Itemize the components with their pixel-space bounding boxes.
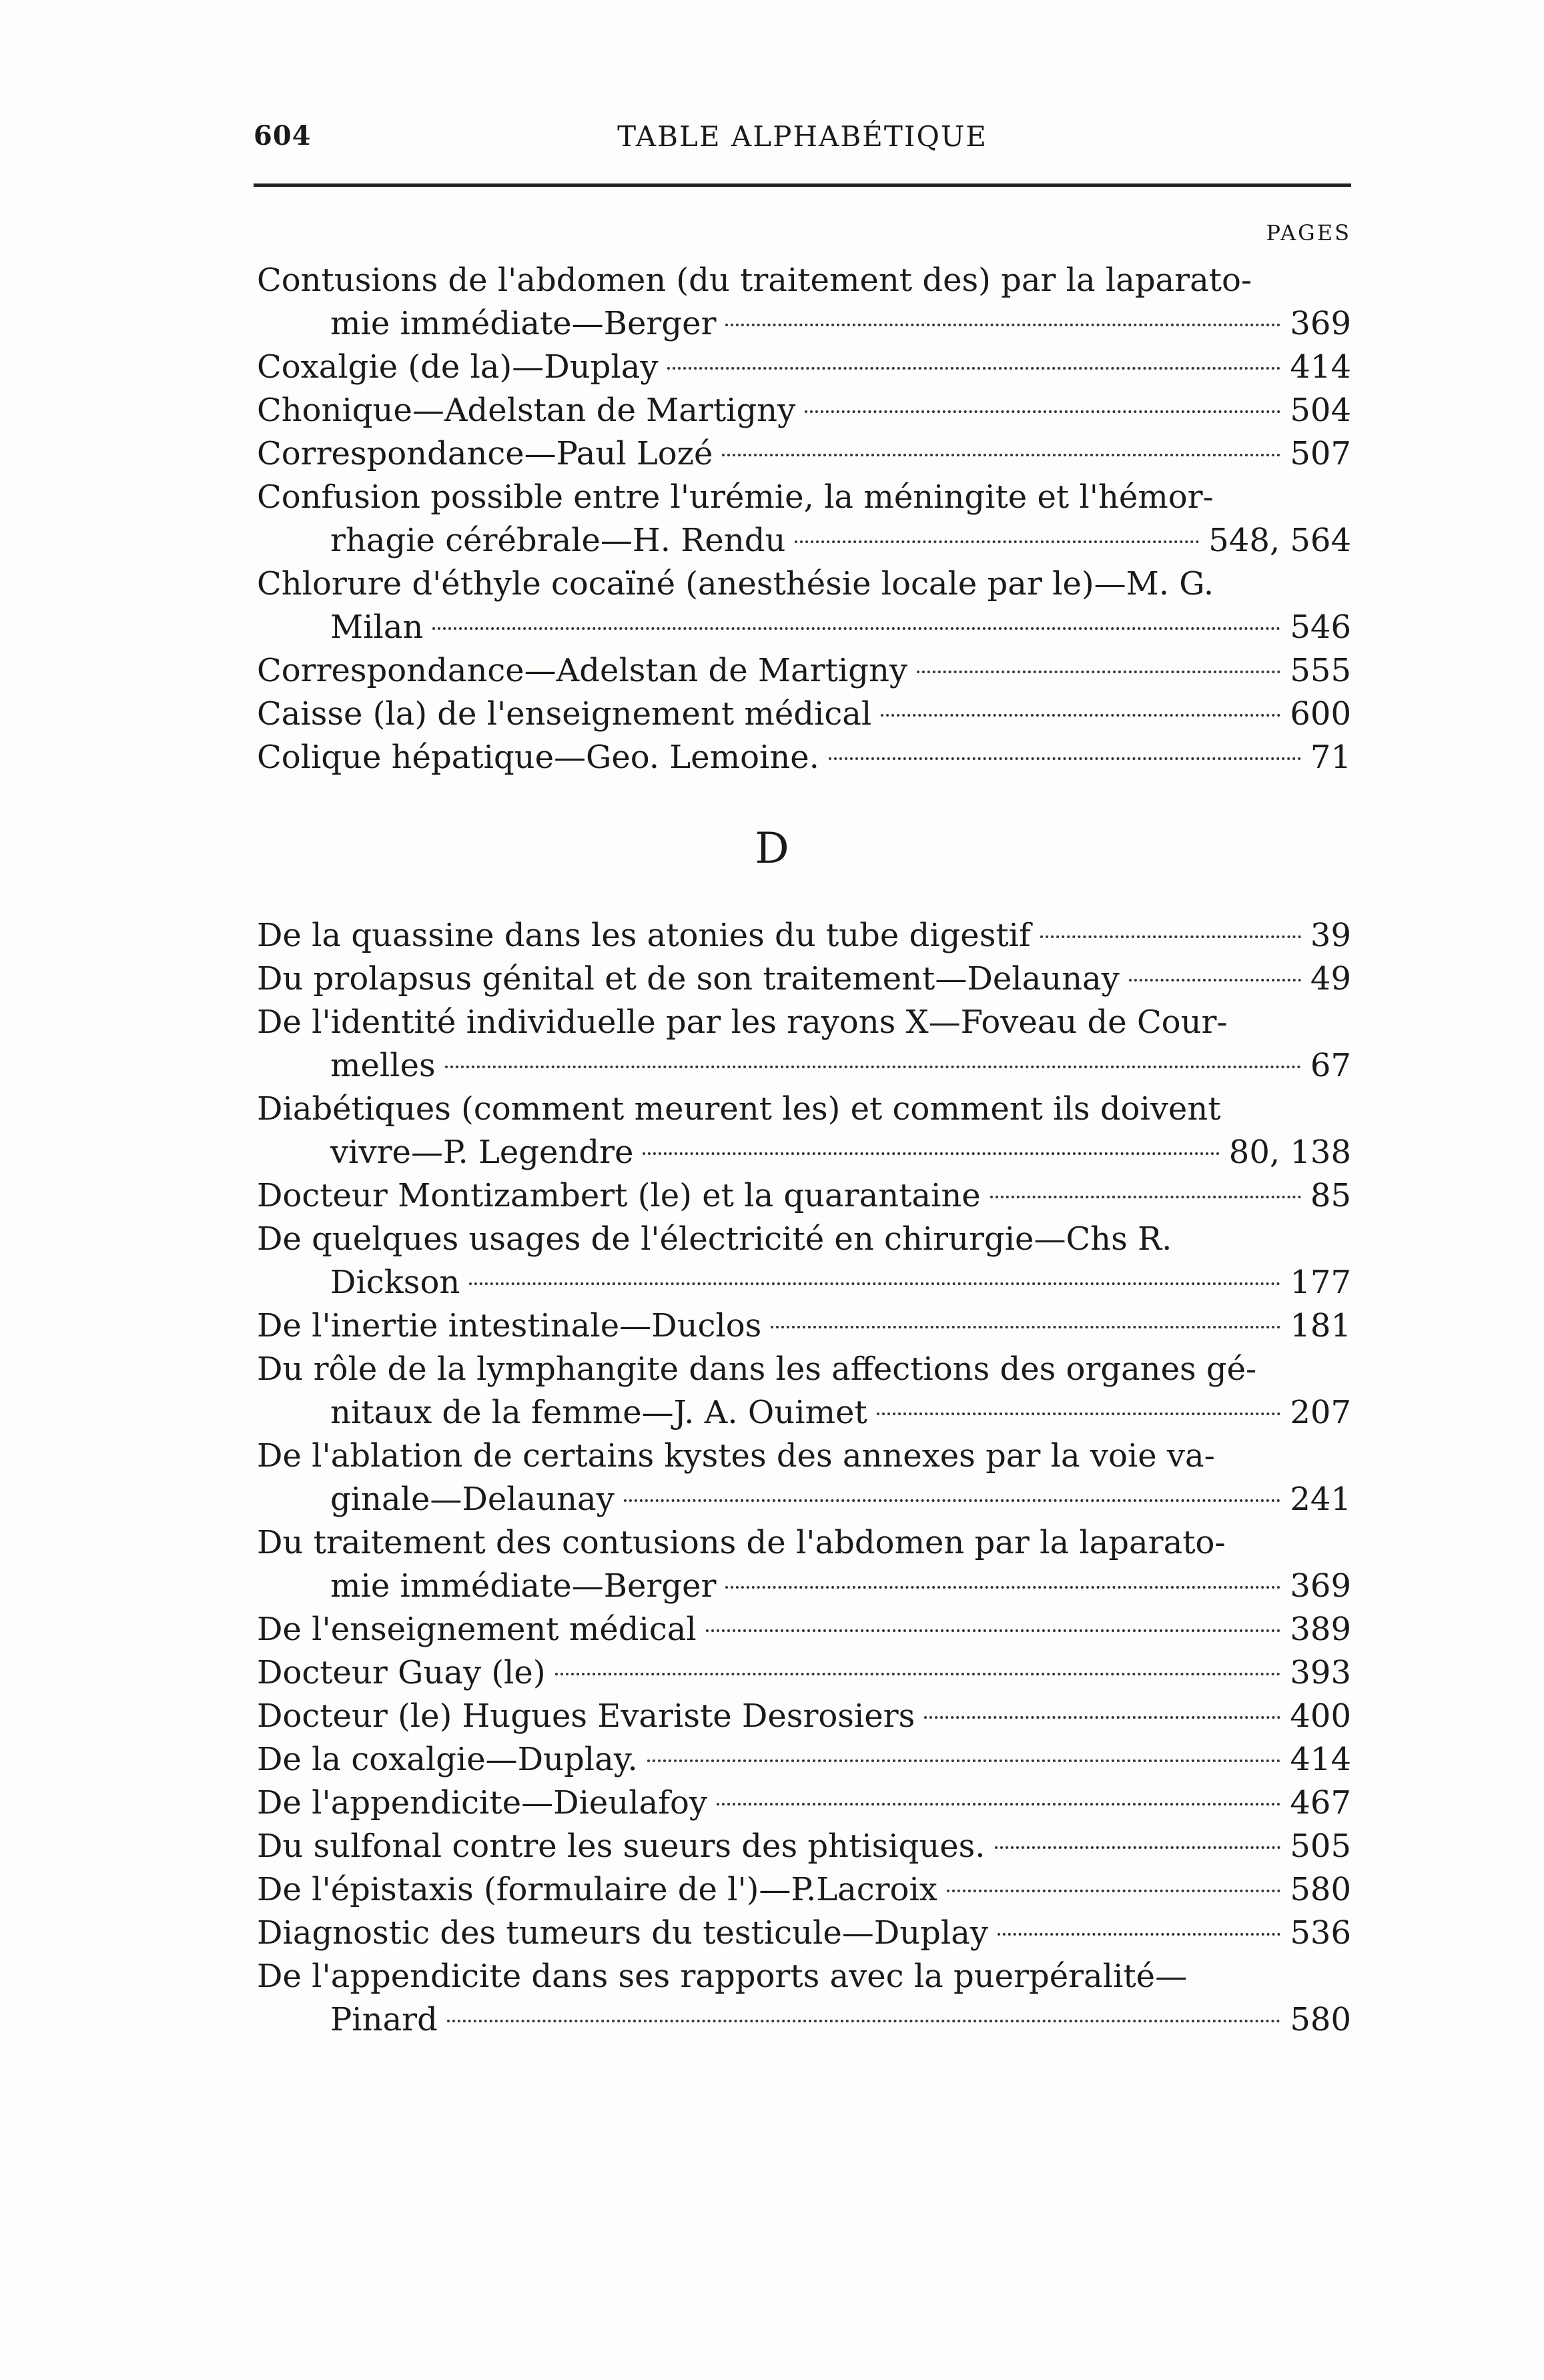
index-entry <box>257 649 1351 693</box>
dot-leader <box>725 324 1280 326</box>
entry-final-line <box>257 1174 1351 1218</box>
entry-text: Coxalgie (de la)—Duplay <box>257 348 659 386</box>
page-reference: 580 <box>1290 1871 1351 1908</box>
index-entry <box>257 914 1351 957</box>
dot-leader <box>643 1152 1219 1155</box>
index-entry <box>257 1825 1351 1868</box>
index-entry <box>257 1304 1351 1348</box>
entry-final-line <box>257 1912 1351 1955</box>
entry-text: vivre—P. Legendre <box>330 1134 634 1171</box>
entry-text: Docteur Guay (le) <box>257 1654 546 1691</box>
dot-leader <box>805 410 1280 413</box>
entry-final-line <box>257 1651 1351 1695</box>
page-header <box>254 120 1351 160</box>
entry-text-line: Confusion possible entre l'urémie, la méningite et l'hémor- <box>257 478 1214 516</box>
entry-text: Diagnostic des tumeurs du testicule—Duplay <box>257 1914 988 1952</box>
entry-text-line: Diabétiques (comment meurent les) et comment ils doivent <box>257 1090 1221 1128</box>
page-reference: 39 <box>1310 917 1351 954</box>
dot-leader <box>877 1413 1281 1415</box>
entry-text: Du sulfonal contre les sueurs des phtisiques. <box>257 1828 986 1865</box>
dot-leader <box>829 757 1301 760</box>
dot-leader <box>771 1326 1280 1328</box>
entry-text: Correspondance—Paul Lozé <box>257 435 713 472</box>
entry-text: De la quassine dans les atonies du tube digestif <box>257 917 1031 954</box>
entry-text-line: De l'identité individuelle par les rayons X—Foveau de Cour- <box>257 1004 1228 1041</box>
entry-text-line: Contusions de l'abdomen (du traitement des) par la laparato- <box>257 262 1252 299</box>
page-reference: 600 <box>1290 695 1351 733</box>
entry-final-line <box>257 1825 1351 1868</box>
header-rule <box>254 183 1351 187</box>
index-entry <box>257 1088 1351 1174</box>
page-reference: 536 <box>1290 1914 1351 1952</box>
entry-text: De l'enseignement médical <box>257 1611 697 1648</box>
entry-final-line <box>257 693 1351 736</box>
entry-text: De l'inertie intestinale—Duclos <box>257 1307 762 1344</box>
page-reference: 414 <box>1290 1741 1351 1778</box>
dot-leader <box>947 1890 1281 1892</box>
entry-text: De l'épistaxis (formulaire de l')—P.Lacroix <box>257 1871 937 1908</box>
entry-text: nitaux de la femme—J. A. Ouimet <box>330 1394 867 1431</box>
entry-text: Milan <box>330 609 424 646</box>
index-entry <box>257 346 1351 389</box>
index-entry <box>257 1521 1351 1608</box>
page-reference: 389 <box>1290 1611 1351 1648</box>
entry-final-line <box>257 1478 1351 1521</box>
entry-final-line <box>257 1738 1351 1781</box>
index-entry <box>257 1695 1351 1738</box>
entry-final-line <box>257 957 1351 1001</box>
entry-final-line <box>257 649 1351 693</box>
page-number: 604 <box>254 120 312 151</box>
index-entry <box>257 1651 1351 1695</box>
entry-text: melles <box>330 1047 436 1084</box>
index-entry <box>257 693 1351 736</box>
page-reference: 85 <box>1310 1177 1351 1214</box>
page-reference: 207 <box>1290 1394 1351 1431</box>
dot-leader <box>795 540 1199 543</box>
page-reference: 467 <box>1290 1784 1351 1822</box>
entry-text: Du prolapsus génital et de son traitement—Delaunay <box>257 960 1120 998</box>
index-entries-d <box>257 914 1351 2042</box>
index-entry <box>257 1174 1351 1218</box>
entry-final-line <box>257 432 1351 476</box>
page-reference: 504 <box>1290 392 1351 429</box>
dot-leader <box>469 1282 1280 1285</box>
entry-final-line <box>257 1998 1351 2042</box>
entry-final-line <box>257 1781 1351 1825</box>
entry-text: Pinard <box>330 2001 438 2038</box>
entry-text: ginale—Delaunay <box>330 1481 615 1518</box>
entry-final-line <box>257 1565 1351 1608</box>
page-reference: 393 <box>1290 1654 1351 1691</box>
index-entry <box>257 1608 1351 1651</box>
entry-final-line <box>257 736 1351 779</box>
page-reference: 580 <box>1290 2001 1351 2038</box>
page-reference: 414 <box>1290 348 1351 386</box>
page-reference: 546 <box>1290 609 1351 646</box>
entry-final-line <box>257 519 1351 562</box>
entry-text: Caisse (la) de l'enseignement médical <box>257 695 872 733</box>
entry-final-line <box>257 1695 1351 1738</box>
page-reference: 507 <box>1290 435 1351 472</box>
dot-leader <box>995 1846 1281 1849</box>
page-reference: 241 <box>1290 1481 1351 1518</box>
index-entry <box>257 736 1351 779</box>
entry-final-line <box>257 1131 1351 1174</box>
page-reference: 555 <box>1290 652 1351 689</box>
index-entry <box>257 389 1351 432</box>
entry-final-line <box>257 914 1351 957</box>
dot-leader <box>555 1673 1281 1675</box>
index-entry <box>257 1218 1351 1304</box>
page-reference: 67 <box>1310 1047 1351 1084</box>
entry-text: Chonique—Adelstan de Martigny <box>257 392 796 429</box>
page-reference: 369 <box>1290 1567 1351 1605</box>
dot-leader <box>998 1933 1280 1936</box>
index-entry <box>257 1348 1351 1435</box>
index-entries-c <box>257 259 1351 779</box>
dot-leader <box>706 1629 1281 1632</box>
entry-text: Docteur Montizambert (le) et la quarantaine <box>257 1177 981 1214</box>
entry-final-line <box>257 606 1351 649</box>
entry-text: Correspondance—Adelstan de Martigny <box>257 652 907 689</box>
index-entry <box>257 259 1351 346</box>
page-reference: 548, 564 <box>1208 522 1351 559</box>
index-entry <box>257 432 1351 476</box>
index-entry <box>257 957 1351 1001</box>
page-reference: 80, 138 <box>1228 1134 1351 1171</box>
entry-text: Colique hépatique—Geo. Lemoine. <box>257 739 819 776</box>
entry-final-line <box>257 1304 1351 1348</box>
pages-column-label: PAGES <box>1266 220 1351 246</box>
entry-final-line <box>257 1044 1351 1088</box>
dot-leader <box>667 367 1280 370</box>
section-letter: D <box>755 824 789 873</box>
dot-leader <box>1129 979 1301 981</box>
entry-final-line <box>257 1608 1351 1651</box>
dot-leader <box>624 1499 1281 1502</box>
index-entry <box>257 476 1351 562</box>
page-reference: 505 <box>1290 1828 1351 1865</box>
dot-leader <box>432 627 1280 630</box>
entry-text: Docteur (le) Hugues Evariste Desrosiers <box>257 1697 915 1735</box>
page-reference: 369 <box>1290 305 1351 342</box>
dot-leader <box>1040 935 1301 938</box>
entry-text: Dickson <box>330 1264 460 1301</box>
dot-leader <box>647 1759 1281 1762</box>
entry-final-line <box>257 1391 1351 1435</box>
index-entry <box>257 1912 1351 1955</box>
index-entry <box>257 1738 1351 1781</box>
entry-text: mie immédiate—Berger <box>330 1567 717 1605</box>
entry-text-line: De l'appendicite dans ses rapports avec la puerpéralité— <box>257 1958 1188 1995</box>
dot-leader <box>990 1196 1301 1198</box>
index-entry <box>257 1781 1351 1825</box>
entry-final-line <box>257 346 1351 389</box>
entry-text-line: Du rôle de la lymphangite dans les affections des organes gé- <box>257 1350 1257 1388</box>
index-entry <box>257 1868 1351 1912</box>
entry-text-line: Chlorure d'éthyle cocaïné (anesthésie locale par le)—M. G. <box>257 565 1214 603</box>
page-reference: 400 <box>1290 1697 1351 1735</box>
entry-text-line: De l'ablation de certains kystes des annexes par la voie va- <box>257 1437 1215 1475</box>
entry-final-line <box>257 389 1351 432</box>
dot-leader <box>722 454 1280 456</box>
entry-text-line: De quelques usages de l'électricité en chirurgie—Chs R. <box>257 1220 1172 1258</box>
entry-final-line <box>257 1261 1351 1304</box>
page-reference: 181 <box>1290 1307 1351 1344</box>
dot-leader <box>725 1586 1280 1589</box>
entry-final-line <box>257 302 1351 346</box>
running-title: TABLE ALPHABÉTIQUE <box>617 120 988 153</box>
index-entry <box>257 1955 1351 2042</box>
dot-leader <box>447 2020 1281 2022</box>
entry-final-line <box>257 1868 1351 1912</box>
entry-text: mie immédiate—Berger <box>330 305 717 342</box>
page-reference: 49 <box>1310 960 1351 998</box>
dot-leader <box>717 1803 1280 1806</box>
index-entry <box>257 562 1351 649</box>
entry-text: De la coxalgie—Duplay. <box>257 1741 638 1778</box>
dot-leader <box>917 671 1280 673</box>
entry-text-line: Du traitement des contusions de l'abdomen par la laparato- <box>257 1524 1226 1561</box>
entry-text: rhagie cérébrale—H. Rendu <box>330 522 786 559</box>
index-entry <box>257 1435 1351 1521</box>
dot-leader <box>924 1716 1280 1719</box>
page-reference: 177 <box>1290 1264 1351 1301</box>
dot-leader <box>881 714 1280 717</box>
index-entry <box>257 1001 1351 1088</box>
dot-leader <box>445 1066 1301 1068</box>
entry-text: De l'appendicite—Dieulafoy <box>257 1784 707 1822</box>
page-reference: 71 <box>1310 739 1351 776</box>
